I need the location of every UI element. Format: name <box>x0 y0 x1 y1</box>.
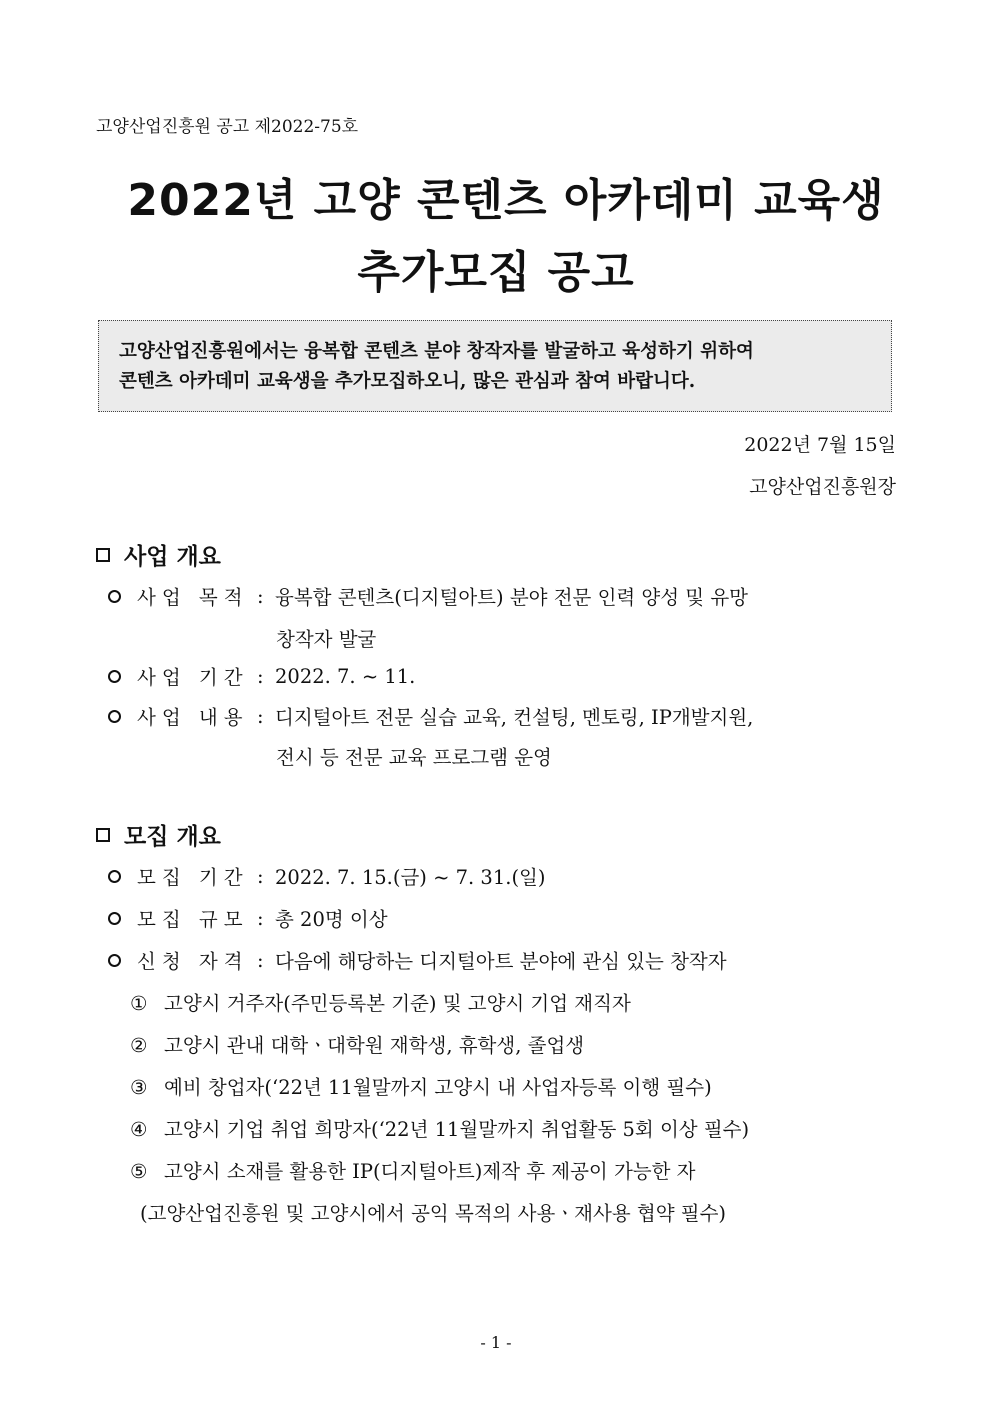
qualification-text: 고양시 거주자(주민등록본 기준) 및 고양시 기업 재직자 <box>164 992 631 1015</box>
summary-box <box>98 320 892 412</box>
circle-bullet-icon <box>108 912 121 925</box>
notice-date: 2022년 7월 15일 <box>744 434 896 456</box>
item-number: ① <box>130 992 148 1015</box>
item-label: 모집 규모 <box>137 908 249 931</box>
qualification-text: 고양시 관내 대학ㆍ대학원 재학생, 휴학생, 졸업생 <box>164 1034 585 1057</box>
colon: : <box>257 664 264 688</box>
item-value-continued: 전시 등 전문 교육 프로그램 운영 <box>276 746 552 769</box>
qualification-text: 고양시 기업 취업 희망자(‘22년 11월말까지 취업활동 5회 이상 필수) <box>164 1118 750 1141</box>
item-number: ④ <box>130 1118 148 1141</box>
item-label: 모집 기간 <box>137 866 249 889</box>
item-value: 2022. 7. 15.(금) ~ 7. 31.(일) <box>275 866 546 889</box>
qualification-item <box>130 1156 696 1184</box>
item-value: 총 20명 이상 <box>275 908 388 931</box>
circle-bullet-icon <box>108 954 121 967</box>
qualification-note: (고양산업진흥원 및 고양시에서 공익 목적의 사용ㆍ재사용 협약 필수) <box>140 1202 727 1225</box>
item-label: 신청 자격 <box>137 950 249 973</box>
item-value: 융복합 콘텐츠(디지털아트) 분야 전문 인력 양성 및 유망 <box>275 586 749 609</box>
list-item <box>108 662 415 690</box>
qualification-text: 예비 창업자(‘22년 11월말까지 고양시 내 사업자등록 이행 필수) <box>164 1076 712 1099</box>
item-label: 사업 내용 <box>137 706 249 729</box>
summary-line2: 콘텐츠 아카데미 교육생을 추가모집하오니, 많은 관심과 참여 바랍니다. <box>119 371 696 392</box>
colon: : <box>257 584 264 608</box>
item-number: ③ <box>130 1076 148 1099</box>
circle-bullet-icon <box>108 670 121 683</box>
item-value-continued: 창작자 발굴 <box>276 628 377 651</box>
qualification-item <box>130 1114 749 1142</box>
item-value: 다음에 해당하는 디지털아트 분야에 관심 있는 창작자 <box>275 950 727 973</box>
page-number: - 1 - <box>480 1333 512 1352</box>
colon: : <box>257 864 264 888</box>
qualification-item <box>130 988 631 1016</box>
page-title-line2: 추가모집 공고 <box>357 247 635 298</box>
list-item <box>108 904 388 932</box>
section-heading-label: 모집 개요 <box>124 824 221 850</box>
item-label: 사업 목적 <box>137 586 249 609</box>
qualification-item <box>130 1030 584 1058</box>
item-label: 사업 기간 <box>137 666 249 689</box>
item-value: 2022. 7. ~ 11. <box>275 664 416 688</box>
checkbox-square-icon <box>96 828 110 842</box>
colon: : <box>257 704 264 728</box>
item-value: 디지털아트 전문 실습 교육, 컨설팅, 멘토링, IP개발지원, <box>275 706 754 729</box>
qualification-item <box>130 1072 712 1100</box>
list-item <box>108 702 753 730</box>
list-item <box>108 862 546 890</box>
item-number: ② <box>130 1034 148 1057</box>
item-number: ⑤ <box>130 1160 148 1183</box>
list-item <box>108 582 748 610</box>
summary-line1: 고양산업진흥원에서는 융복합 콘텐츠 분야 창작자를 발굴하고 육성하기 위하여 <box>119 341 754 362</box>
qualification-text: 고양시 소재를 활용한 IP(디지털아트)제작 후 제공이 가능한 자 <box>164 1160 696 1183</box>
section-heading-label: 사업 개요 <box>124 544 221 570</box>
checkbox-square-icon <box>96 548 110 562</box>
circle-bullet-icon <box>108 590 121 603</box>
circle-bullet-icon <box>108 870 121 883</box>
colon: : <box>257 948 264 972</box>
list-item <box>108 946 727 974</box>
circle-bullet-icon <box>108 710 121 723</box>
section-heading-project-overview <box>96 538 221 571</box>
issuer: 고양산업진흥원장 <box>749 476 896 498</box>
colon: : <box>257 906 264 930</box>
section-heading-recruitment-overview <box>96 818 221 851</box>
page-title-line1: 2022년 고양 콘텐츠 아카데미 교육생 <box>127 175 885 226</box>
document-number: 고양산업진흥원 공고 제2022-75호 <box>96 117 359 137</box>
